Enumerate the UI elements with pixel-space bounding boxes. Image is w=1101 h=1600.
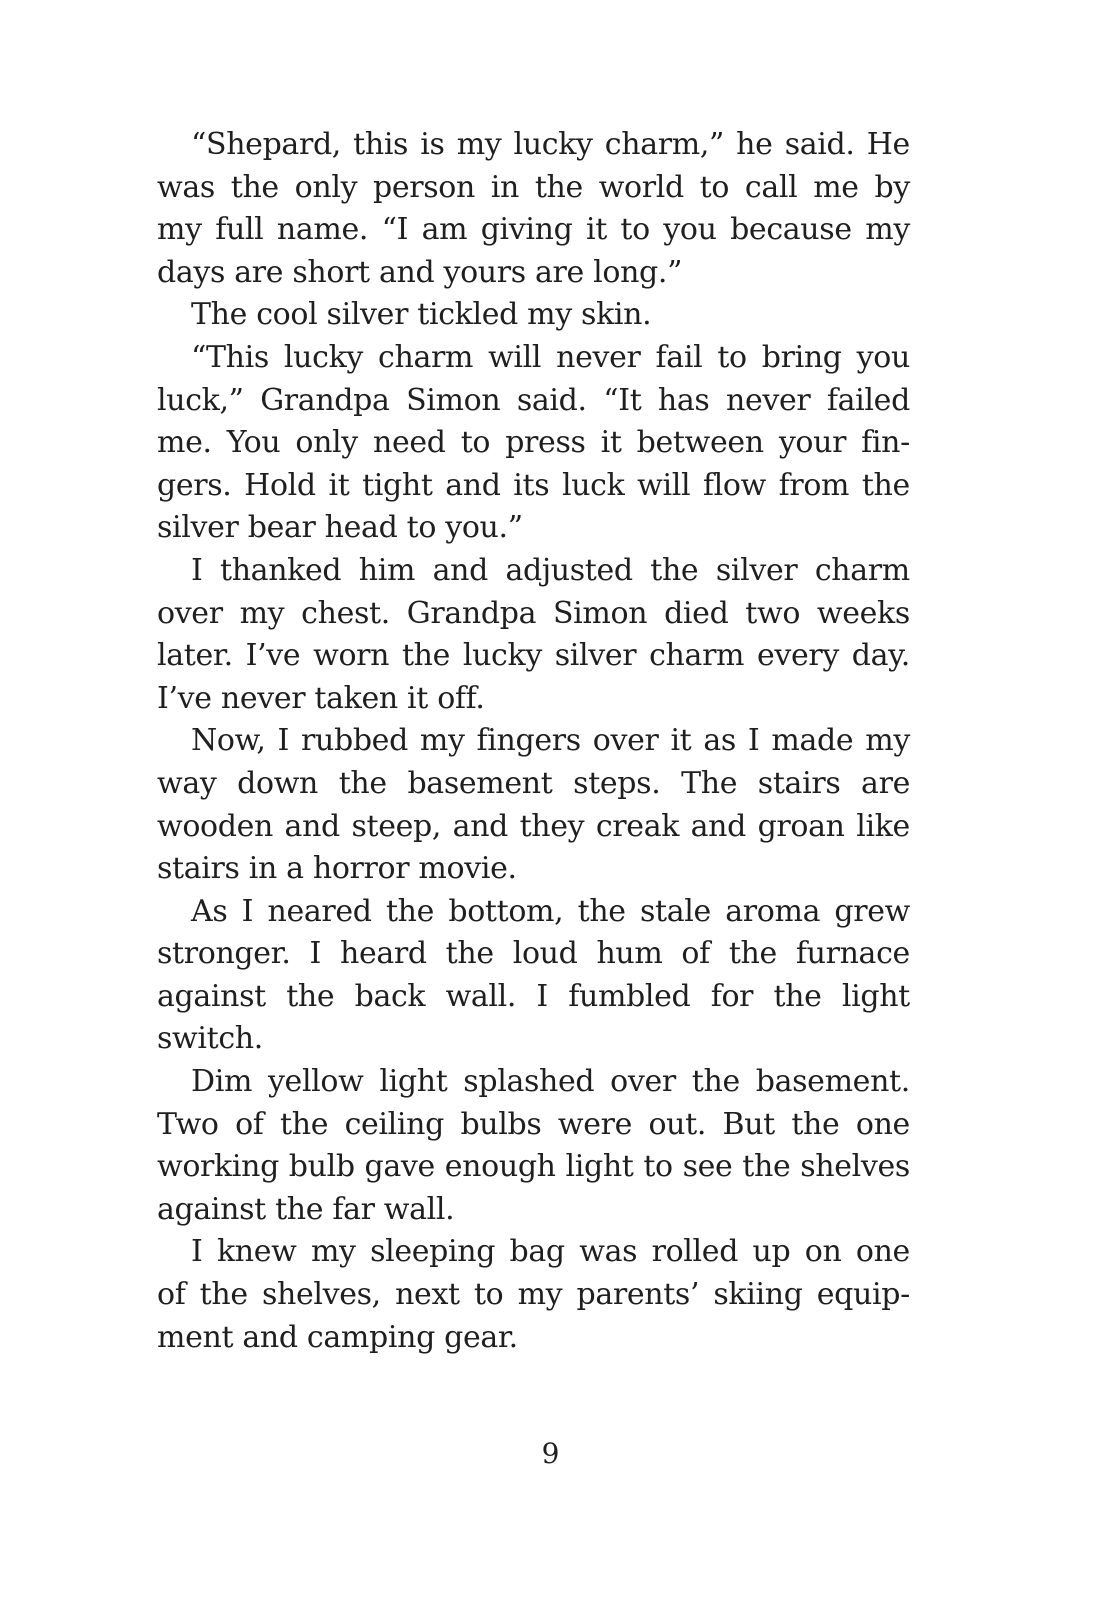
word: tight — [362, 467, 433, 503]
word: press — [505, 425, 586, 461]
text-line — [157, 209, 910, 252]
word: never — [726, 382, 811, 418]
word: the — [650, 552, 699, 588]
word: by — [874, 169, 910, 205]
word: was — [579, 1234, 638, 1270]
word: I’ve — [245, 638, 301, 674]
word: fail — [655, 339, 703, 375]
word: was — [157, 169, 215, 205]
word: and — [690, 808, 746, 844]
word: neared — [267, 893, 372, 929]
word: stale — [640, 893, 711, 929]
word: steep, — [351, 808, 442, 844]
word: wooden — [157, 808, 273, 844]
word: lucky — [283, 339, 364, 375]
paragraph — [157, 1231, 910, 1359]
word: the — [385, 893, 435, 929]
text-line — [157, 593, 910, 636]
word: “Shepard, — [191, 127, 341, 162]
word: the — [338, 765, 387, 801]
word: he — [736, 127, 773, 162]
word: Simon — [552, 595, 648, 631]
word: yellow — [267, 1064, 364, 1100]
word: my — [456, 127, 502, 162]
word: need — [372, 425, 446, 461]
text-line — [157, 337, 910, 380]
word: gave — [364, 1149, 435, 1185]
word: next — [395, 1277, 460, 1313]
text-line — [157, 380, 910, 423]
word: I — [747, 723, 760, 759]
word: failed — [826, 382, 910, 418]
word: sleeping — [370, 1234, 496, 1270]
word: on — [804, 1234, 842, 1270]
text-line — [157, 422, 910, 465]
word: your — [778, 425, 847, 461]
word: the — [691, 1064, 740, 1100]
word: thanked — [220, 552, 342, 588]
text-line — [157, 1104, 910, 1147]
word: silver — [715, 552, 798, 588]
word: weeks — [816, 595, 910, 631]
word: stronger. — [157, 936, 291, 972]
word: made — [771, 723, 854, 759]
word: Two — [157, 1106, 219, 1142]
word: enough — [444, 1149, 556, 1185]
word: over — [592, 723, 659, 759]
word: fin- — [861, 425, 910, 461]
word: it — [585, 212, 607, 248]
word: flow — [702, 467, 766, 503]
paragraph — [157, 720, 910, 890]
word: the — [286, 978, 335, 1014]
word: luck — [561, 467, 625, 503]
word: has — [657, 382, 710, 418]
word: charm — [649, 638, 745, 674]
word: against — [157, 978, 266, 1014]
word: me — [813, 169, 859, 205]
word: adjusted — [505, 552, 633, 588]
word: “It — [603, 382, 642, 418]
word: my — [517, 1277, 563, 1313]
word: splashed — [463, 1064, 595, 1100]
word: to — [643, 1149, 673, 1185]
word: stairs — [757, 765, 841, 801]
word: to — [620, 212, 650, 248]
word: as — [703, 723, 736, 759]
word: light — [379, 1064, 448, 1100]
word: day. — [851, 638, 910, 674]
word: you — [663, 212, 717, 248]
word: see — [682, 1149, 733, 1185]
word: every — [756, 638, 839, 674]
word: rolled — [651, 1234, 739, 1270]
word: the — [773, 978, 822, 1014]
word: person — [372, 169, 475, 205]
word: fingers — [476, 723, 581, 759]
page-number: 9 — [541, 1437, 560, 1470]
word: groan — [757, 808, 845, 844]
paragraph — [157, 891, 910, 1061]
word: one — [855, 1106, 910, 1142]
word: basement. — [755, 1064, 910, 1100]
word: were — [557, 1106, 633, 1142]
word: because — [730, 212, 852, 248]
word: As — [191, 893, 228, 929]
word: I — [309, 936, 322, 972]
word: basement — [407, 765, 553, 801]
text-line — [157, 124, 910, 167]
word: never — [556, 339, 641, 375]
word: working — [157, 1149, 279, 1185]
word: is — [420, 127, 445, 162]
paragraph — [157, 337, 910, 550]
word: charm,” — [604, 127, 725, 162]
text-line — [157, 465, 910, 508]
word: lucky — [513, 127, 593, 162]
text-line: The cool silver tickled my skin. — [191, 297, 652, 333]
word: and — [284, 808, 340, 844]
word: charm — [814, 552, 910, 588]
word: furnace — [795, 936, 910, 972]
word: this — [353, 127, 409, 162]
word: to — [460, 425, 491, 461]
word: the — [230, 169, 279, 205]
word: loud — [512, 936, 578, 972]
word: skiing — [713, 1277, 803, 1313]
word: Dim — [191, 1064, 253, 1100]
word: my — [865, 212, 910, 248]
word: “I — [381, 212, 409, 248]
word: the — [534, 169, 583, 205]
word: aroma — [725, 893, 821, 929]
word: died — [664, 595, 729, 631]
word: ceiling — [344, 1106, 444, 1142]
word: creak — [595, 808, 680, 844]
text-line — [157, 635, 910, 678]
word: between — [636, 425, 764, 461]
word: to — [473, 1277, 504, 1313]
word: world — [598, 169, 684, 205]
word: rubbed — [301, 723, 408, 759]
word: Hold — [244, 467, 316, 503]
word: over — [610, 1064, 676, 1100]
word: its — [513, 467, 550, 503]
word: him — [358, 552, 416, 588]
word: down — [237, 765, 319, 801]
word: knew — [216, 1234, 297, 1270]
word: light — [565, 1149, 634, 1185]
word: hum — [596, 936, 663, 972]
text-line: switch. — [157, 1021, 263, 1057]
text-line — [157, 763, 910, 806]
text-line — [157, 891, 910, 934]
word: out. — [648, 1106, 707, 1142]
word: Grandpa — [406, 595, 537, 631]
word: up — [752, 1234, 791, 1270]
word: the — [199, 1277, 248, 1313]
paragraph — [157, 1061, 910, 1231]
word: I — [536, 978, 548, 1014]
text-line — [157, 976, 910, 1019]
word: Simon — [406, 382, 501, 418]
word: I — [277, 723, 290, 759]
text-line: stairs in a horror movie. — [157, 851, 517, 887]
word: I — [241, 893, 254, 929]
word: to — [699, 169, 730, 205]
word: only — [295, 425, 358, 461]
text-line — [157, 1231, 910, 1274]
word: bag — [509, 1234, 565, 1270]
word: the — [445, 936, 494, 972]
word: Grandpa — [260, 382, 390, 418]
word: silver — [554, 638, 637, 674]
word: am — [421, 212, 468, 248]
word: I — [191, 552, 203, 588]
word: the — [280, 1106, 329, 1142]
word: back — [354, 978, 426, 1014]
text-line — [157, 167, 910, 210]
word: bottom, — [448, 893, 564, 929]
word: But — [722, 1106, 775, 1142]
word: will — [637, 467, 691, 503]
word: the — [728, 936, 777, 972]
word: and — [452, 808, 509, 844]
word: charm — [378, 339, 474, 375]
word: luck,” — [157, 382, 244, 418]
word: for — [710, 978, 754, 1014]
word: The — [681, 765, 738, 801]
text-line — [157, 806, 910, 849]
word: my — [865, 723, 910, 759]
word: equip- — [816, 1277, 910, 1313]
word: shelves, — [261, 1277, 381, 1313]
text-line: ment and camping gear. — [157, 1319, 518, 1355]
word: light — [841, 978, 910, 1014]
word: chest. — [301, 595, 390, 631]
word: He — [866, 127, 910, 162]
word: fumbled — [568, 978, 691, 1014]
word: it — [600, 425, 622, 461]
word: way — [157, 765, 217, 801]
word: like — [856, 808, 910, 844]
word: the — [401, 638, 451, 674]
word: it — [328, 467, 350, 503]
word: giving — [480, 212, 573, 248]
word: will — [488, 339, 542, 375]
word: bring — [761, 339, 842, 375]
text-line — [157, 720, 910, 763]
text-line — [157, 933, 910, 976]
body-text — [157, 124, 910, 1359]
word: said. — [784, 127, 855, 162]
word: my — [239, 595, 285, 631]
paragraph — [157, 124, 910, 294]
word: in — [490, 169, 519, 205]
word: my — [310, 1234, 356, 1270]
word: full — [215, 212, 264, 248]
word: said. — [516, 382, 587, 418]
word: lucky — [462, 638, 542, 674]
paragraph — [157, 294, 910, 337]
word: one — [855, 1234, 910, 1270]
text-line — [157, 1274, 910, 1317]
text-line — [157, 1061, 910, 1104]
text-line: I’ve never taken it off. — [157, 680, 485, 716]
word: parents’ — [576, 1277, 700, 1313]
word: you — [856, 339, 910, 375]
word: later. — [157, 638, 233, 674]
word: the — [742, 1149, 791, 1185]
word: Now, — [191, 723, 266, 759]
word: grew — [834, 893, 910, 929]
word: the — [791, 1106, 840, 1142]
word: over — [157, 595, 223, 631]
word: call — [744, 169, 798, 205]
word: are — [861, 765, 910, 801]
word: of — [235, 1106, 264, 1142]
word: gers. — [157, 467, 232, 503]
word: “This — [191, 339, 269, 375]
word: worn — [313, 638, 390, 674]
word: to — [717, 339, 747, 375]
word: bulb — [288, 1149, 355, 1185]
word: shelves — [800, 1149, 910, 1185]
word: the — [577, 893, 626, 929]
word: the — [861, 467, 910, 503]
word: bulbs — [460, 1106, 542, 1142]
word: steps. — [573, 765, 661, 801]
word: and — [432, 552, 488, 588]
word: two — [745, 595, 801, 631]
word: it — [670, 723, 692, 759]
text-line: silver bear head to you.” — [157, 510, 523, 546]
text-line: days are short and yours are long.” — [157, 254, 683, 290]
word: heard — [339, 936, 427, 972]
word: wall. — [445, 978, 517, 1014]
word: name. — [276, 212, 369, 248]
text-line — [157, 550, 910, 593]
word: of — [157, 1277, 186, 1313]
paragraph — [157, 550, 910, 720]
word: from — [778, 467, 850, 503]
word: my — [419, 723, 465, 759]
word: they — [519, 808, 585, 844]
word: me. — [157, 425, 212, 461]
word: of — [681, 936, 710, 972]
text-line — [157, 1146, 910, 1189]
word: I — [191, 1234, 203, 1270]
word: my — [157, 212, 202, 248]
word: only — [294, 169, 358, 205]
word: You — [226, 425, 281, 461]
word: and — [445, 467, 501, 503]
text-line: against the far wall. — [157, 1191, 455, 1227]
